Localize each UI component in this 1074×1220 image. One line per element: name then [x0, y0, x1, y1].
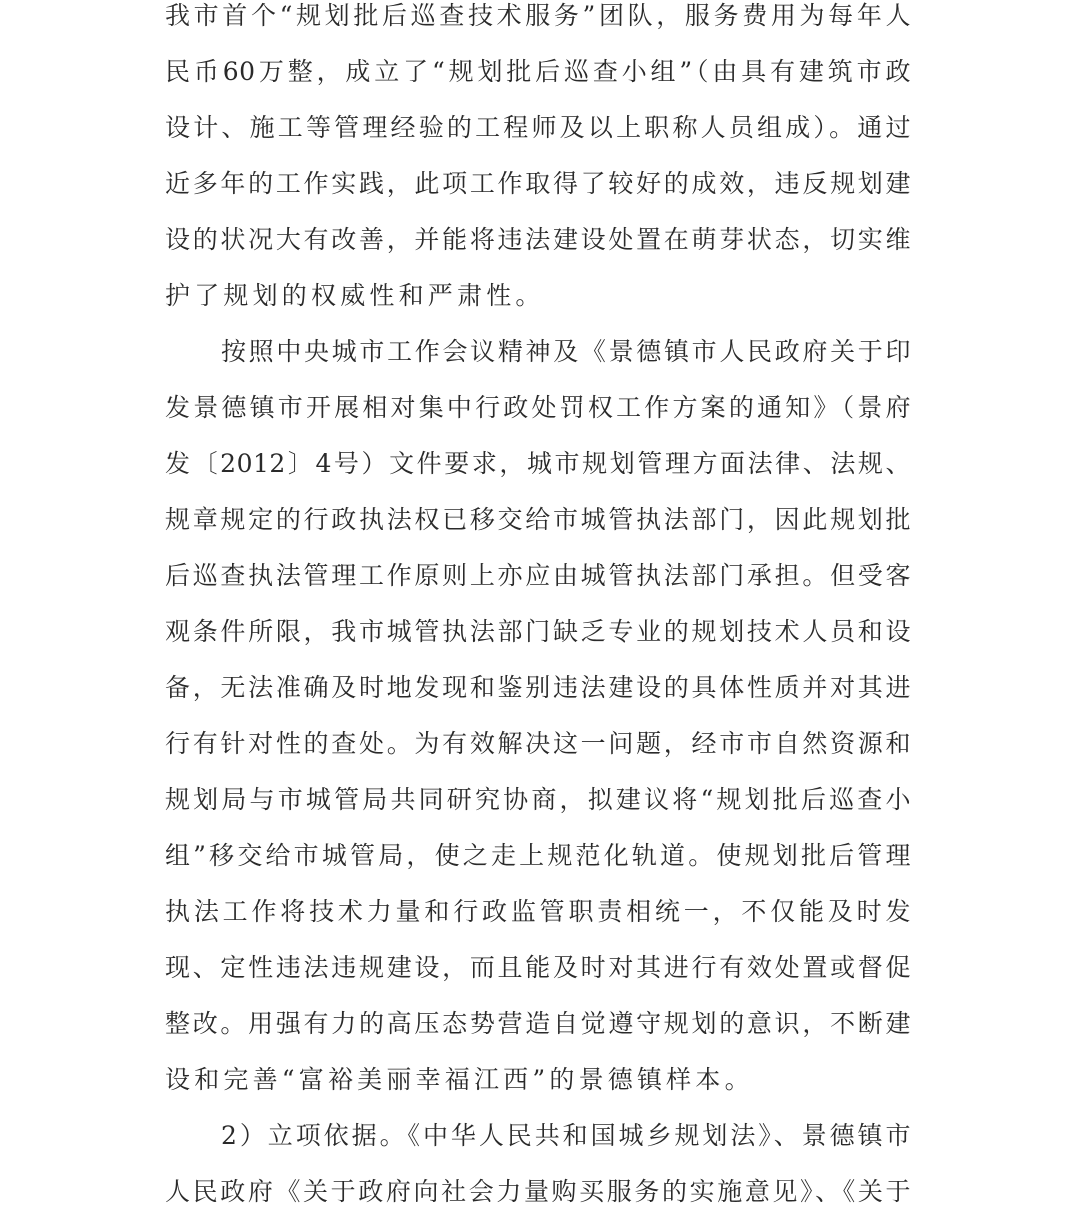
text-line: 民币60万整，成立了“规划批后巡查小组”（由具有建筑市政 [165, 57, 911, 86]
text-line: 按照中央城市工作会议精神及《景德镇市人民政府关于印 [221, 337, 911, 366]
text-line: 整改。用强有力的高压态势营造自觉遵守规划的意识，不断建 [165, 1009, 911, 1038]
text-line: 执法工作将技术力量和行政监管职责相统一，不仅能及时发 [165, 897, 911, 926]
text-line: 观条件所限，我市城管执法部门缺乏专业的规划技术人员和设 [165, 617, 911, 646]
text-line: 发景德镇市开展相对集中行政处罚权工作方案的通知》（景府 [165, 393, 911, 422]
text-line: 备，无法准确及时地发现和鉴别违法建设的具体性质并对其进 [165, 673, 911, 702]
text-line: 后巡查执法管理工作原则上亦应由城管执法部门承担。但受客 [165, 561, 911, 590]
text-line: 组”移交给市城管局，使之走上规范化轨道。使规划批后管理 [165, 841, 911, 870]
text-line: 行有针对性的查处。为有效解决这一问题，经市市自然资源和 [165, 729, 911, 758]
text-line: 设和完善“富裕美丽幸福江西”的景德镇样本。 [165, 1065, 754, 1094]
text-line: 护了规划的权威性和严肃性。 [165, 281, 545, 310]
text-line: 规章规定的行政执法权已移交给市城管执法部门，因此规划批 [165, 505, 911, 534]
text-line: 设计、施工等管理经验的工程师及以上职称人员组成）。通过 [165, 113, 911, 142]
text-line: 设的状况大有改善，并能将违法建设处置在萌芽状态，切实维 [165, 225, 911, 254]
text-line: 我市首个“规划批后巡查技术服务”团队，服务费用为每年人 [165, 1, 911, 30]
text-line: 现、定性违法违规建设，而且能及时对其进行有效处置或督促 [165, 953, 911, 982]
text-line: 规划局与市城管局共同研究协商，拟建议将“规划批后巡查小 [165, 785, 911, 814]
text-line: 发〔2012〕4号）文件要求，城市规划管理方面法律、法规、 [165, 449, 911, 478]
text-line: 近多年的工作实践，此项工作取得了较好的成效，违反规划建 [165, 169, 911, 198]
text-line: 人民政府《关于政府向社会力量购买服务的实施意见》、《关于 [165, 1177, 911, 1206]
text-line: 2）立项依据。《中华人民共和国城乡规划法》、景德镇市 [221, 1121, 911, 1150]
